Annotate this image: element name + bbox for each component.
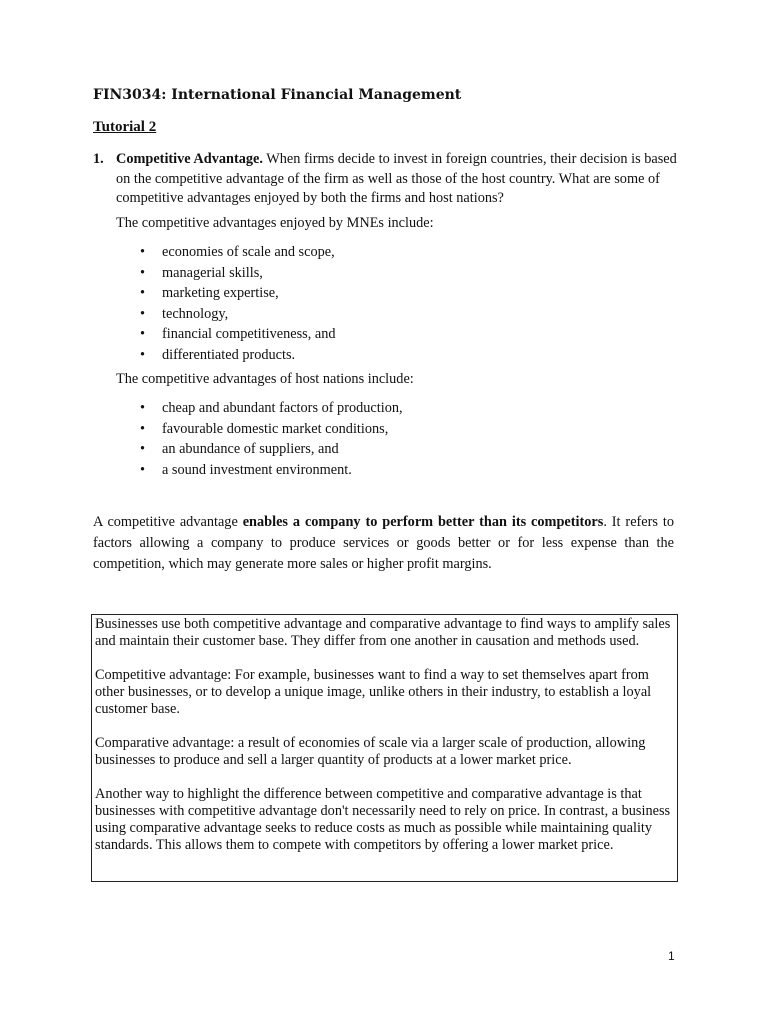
definition-emphasis: enables a company to perform better than its competitors xyxy=(242,514,604,530)
list-item: • economies of scale and scope, xyxy=(116,242,336,263)
question-body: When firms decide to invest in foreign countries, their decision is based on the competitive advantage of the firm as well as those of the host country. What are some of competitive advantages enjoyed by both the firms and host nations? xyxy=(116,151,677,206)
list-item: • marketing expertise, xyxy=(116,283,336,304)
comparison-box xyxy=(91,614,678,882)
page-number: 1 xyxy=(668,949,675,963)
definition-paragraph xyxy=(93,512,674,574)
mne-advantages-list xyxy=(116,242,336,365)
question-heading: Competitive Advantage. xyxy=(116,151,263,167)
host-advantages-list xyxy=(116,398,403,480)
list-item: • favourable domestic market conditions, xyxy=(116,419,403,440)
list-item: • an abundance of suppliers, and xyxy=(116,439,403,460)
box-paragraph: Competitive advantage: For example, businesses want to find a way to set themselves apart from other businesses, or to develop a unique image, unlike others in their industry, to establish a loyal customer base. xyxy=(95,667,652,717)
list-item: • financial competitiveness, and xyxy=(116,324,336,345)
list-item: • technology, xyxy=(116,304,336,325)
box-paragraph: Comparative advantage: a result of economies of scale via a larger scale of production, allowing businesses to produce and sell a larger quantity of products at a lower market price. xyxy=(95,735,646,768)
mne-intro: The competitive advantages enjoyed by MNEs include: xyxy=(116,215,434,231)
list-item: • a sound investment environment. xyxy=(116,460,403,481)
box-paragraph: Another way to highlight the difference between competitive and comparative advantage is that businesses with competitive advantage don't necessarily need to rely on price. In contrast, a business using comparative advantage seeks to reduce costs as much as possible while maintaining quality standards. This allows them to compete with competitors by offering a lower market price. xyxy=(95,786,671,853)
definition-lead: A competitive advantage xyxy=(93,514,243,530)
list-item: • managerial skills, xyxy=(116,263,336,284)
question-text xyxy=(116,150,683,209)
box-paragraph: Businesses use both competitive advantage and comparative advantage to find ways to amplify sales and maintain their customer base. They differ from one another in causation and methods used. xyxy=(95,616,671,649)
host-intro: The competitive advantages of host nations include: xyxy=(116,371,414,387)
definition-rest: . It refers to factors allowing a company to produce services or goods better or for less expense than the competition, which may generate more sales or higher profit margins. xyxy=(93,514,674,572)
tutorial-title: Tutorial 2 xyxy=(93,119,157,135)
list-item: • cheap and abundant factors of production, xyxy=(116,398,403,419)
list-item: • differentiated products. xyxy=(116,345,336,366)
course-title: FIN3034: International Financial Management xyxy=(93,87,462,103)
question-1 xyxy=(93,150,683,209)
question-number: 1. xyxy=(93,151,104,167)
